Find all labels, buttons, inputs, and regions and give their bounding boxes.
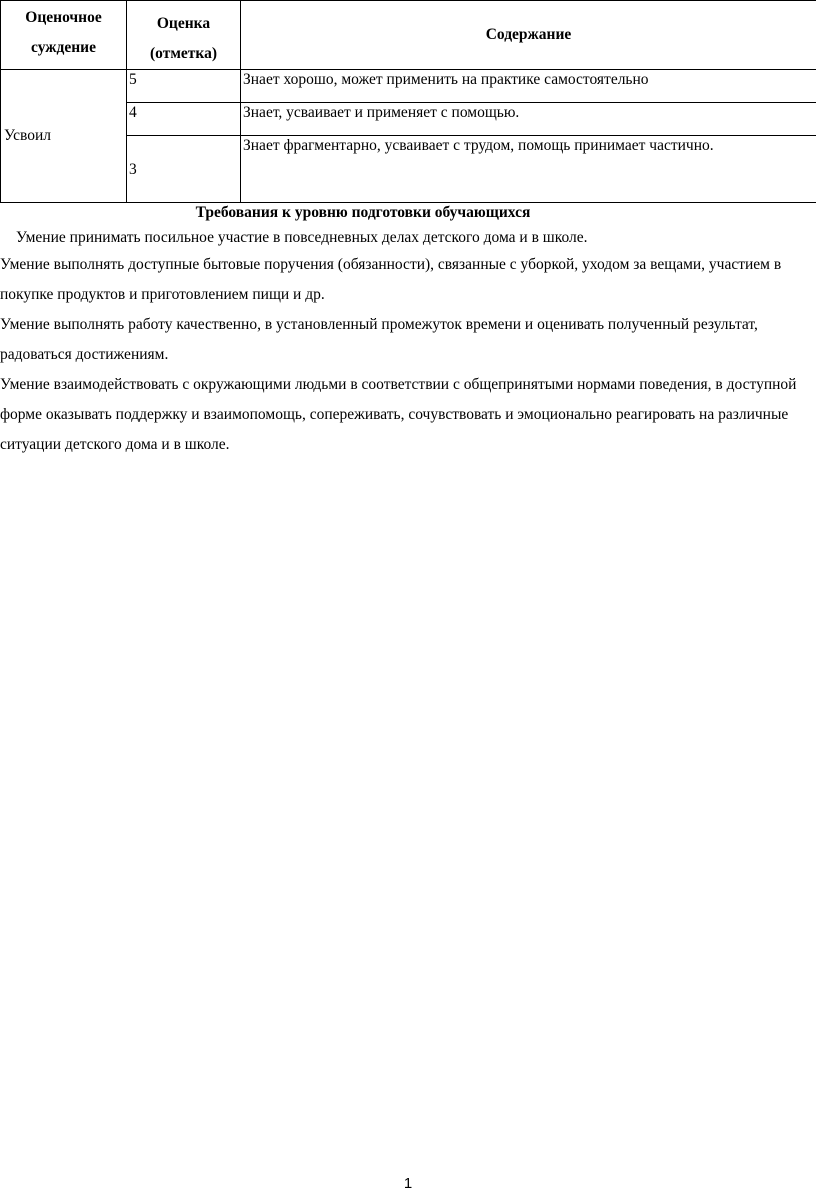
judgement-cell: Усвоил — [1, 70, 127, 203]
header-judgement-line2: суждение — [31, 39, 96, 56]
mark-cell — [127, 136, 241, 203]
requirement-item: Умение выполнять работу качественно, в установленный промежуток времени и оценивать полученный результат, радоваться достижениям. — [0, 316, 758, 363]
requirements-title: Требования к уровню подготовки обучающихся — [195, 204, 531, 221]
assessment-table — [0, 0, 816, 203]
header-content: Содержание — [241, 1, 816, 70]
header-judgement — [1, 1, 127, 70]
mark-value: 3 — [129, 161, 137, 178]
requirement-item: Умение принимать посильное участие в повседневных делах детского дома и в школе. — [16, 229, 588, 246]
table-row — [1, 70, 816, 103]
requirements-list — [0, 226, 812, 460]
header-mark — [127, 1, 241, 70]
content-cell: Знает фрагментарно, усваивает с трудом, помощь принимает частично. — [241, 136, 816, 203]
mark-cell: 4 — [127, 103, 241, 136]
mark-cell: 5 — [127, 70, 241, 103]
requirement-item: Умение взаимодействовать с окружающими людьми в соответствии с общепринятыми нормами поведения, в доступной форме оказывать поддержку и взаимопомощь, сопереживать, сочувствовать и эмоционально реагировать на различные ситуации детского дома и в школе. — [0, 376, 797, 453]
requirement-item: Умение выполнять доступные бытовые поручения (обязанности), связанные с уборкой, уходом за вещами, участием в покупке продуктов и приготовлением пищи и др. — [0, 256, 782, 303]
page-number: 1 — [403, 1175, 413, 1192]
content-cell: Знает хорошо, может применить на практике самостоятельно — [241, 70, 816, 103]
content-cell: Знает, усваивает и применяет с помощью. — [241, 103, 816, 136]
header-mark-line1: Оценка — [156, 15, 211, 32]
header-mark-line2: (отметка) — [150, 45, 217, 62]
header-judgement-line1: Оценочное — [25, 9, 102, 26]
table-header-row — [1, 1, 816, 70]
